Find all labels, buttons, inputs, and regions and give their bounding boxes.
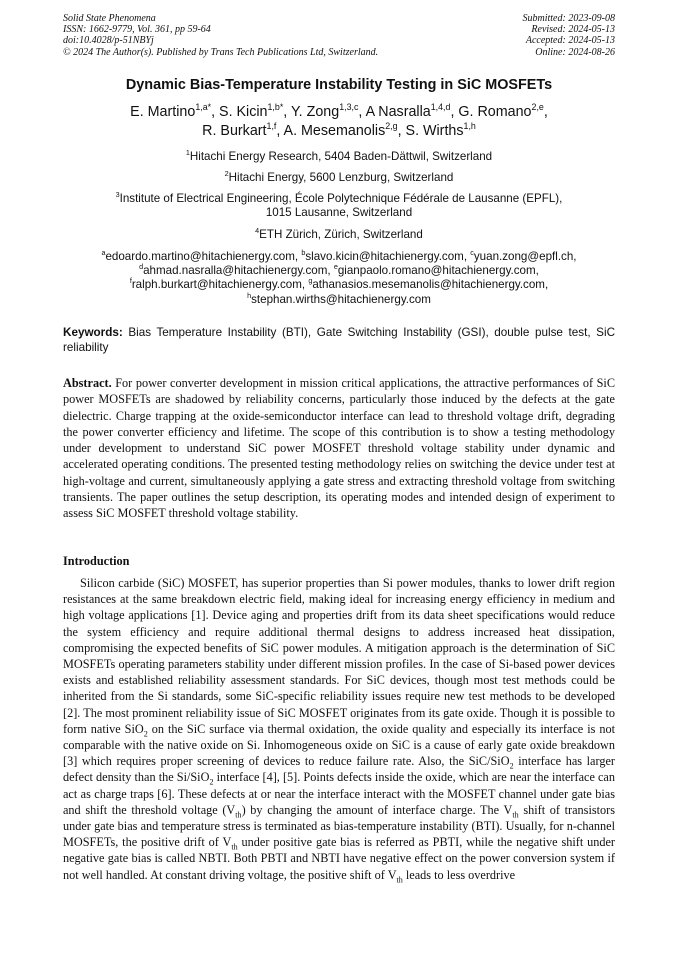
subscript: th (396, 875, 403, 885)
author: G. Romano$^{2,e}$ (458, 102, 544, 120)
email-link[interactable]: $^d$ahmad.nasralla@hitachienergy.com (139, 262, 328, 278)
affiliation-4: $^4$ETH Zürich, Zürich, Switzerland (255, 226, 423, 241)
email-list: $^a$edoardo.martino@hitachienergy.com, $^b$slavo.kicin@hitachienergy.com, $^c$yuan.zong@epfl.ch, $^d$ahmad.nasralla@hitachienergy.com, $^e$gianpaolo.romano@hitachienergy.com, $^f$ralph.burkart@hitachienergy.com, $^g$athanasios.mesemanolis@hitachienergy.com, $^h$stephan.wirths@hitachienergy.com (101, 248, 577, 306)
journal-name: Solid State Phenomena (63, 13, 156, 24)
email-link[interactable]: $^a$edoardo.martino@hitachienergy.com (101, 248, 295, 263)
journal-info (63, 13, 378, 58)
subscript: th (231, 842, 238, 852)
publication-dates (523, 13, 616, 58)
keywords (63, 326, 615, 355)
author-list (0, 103, 678, 141)
abstract-label: Abstract. (63, 376, 112, 390)
email-link[interactable]: $^c$yuan.zong@epfl.ch, (470, 248, 577, 263)
introduction-paragraph: Silicon carbide (SiC) MOSFET, has superior properties than Si power modules, thanks to lower drift region resistances at the same breakdown electric field, making ideal for increasing energy efficiency in medium and high voltage applications [1]. Device aging and properties drift from its data sheet specifications would reduce the system efficiency and require additional thermal designs to address increased heat dissipation, compromising the expected benefits of SiC power modules. A mitigation approach is the determination of SiC MOSFETs operating parameters stability under different mission profiles. In the case of Si-based power devices exists and established reliability assessment standards. For SiC devices, though most test methods could be inherited from the Si standards, some SiC-specific reliability issues require new test methods to be developed [2]. The most prominent reliability issue of SiC MOSFET originates from its gate oxide. Though it is possible to form native SiO$_2$ on the SiC surface via thermal oxidation, the oxide quality and especially its interface is not comparable with the native oxide on Si. Inhomogeneous oxide on SiC is a cause of early gate oxide breakdown [3] which requires proper screening of devices to reduce failure rate. Also, the SiC/SiO$_2$ interface has larger defect density than the Si/SiO$_2$ interface [4], [5]. Points defects inside the oxide, which are near the interface can act as charge traps [6]. These defects at or near the interface interact with the MOSFET channel under gate bias and shift the threshold voltage $(V_{th})$ by changing the amount of interface charge. The $V_{th}$ shift of transistors under gate bias and temperature stress is terminated as bias-temperature instability (BTI). Usually, for n-channel MOSFETs, the positive drift of $V_{th}$ under positive gate bias is referred as PBTI, while the negative shift under negative gate bias is called NBTI. Both PBTI and NBTI have negative effect on the power conversion system if not well handled. At constant driving voltage, the positive shift of $V_{th}$ leads to less overdrive (63, 576, 615, 885)
affiliation-2: $^2$Hitachi Energy, 5600 Lenzburg, Switzerland (224, 169, 454, 184)
paper-title: Dynamic Bias-Temperature Instability Testing in SiC MOSFETs (125, 77, 553, 93)
email-link[interactable]: $^g$athanasios.mesemanolis@hitachienergy.com, (308, 276, 549, 292)
email-link[interactable]: $^e$gianpaolo.romano@hitachienergy.com, (333, 262, 539, 278)
author: E. Martino$^{1,a*}$ (130, 102, 212, 120)
journal-copyright: © 2024 The Author(s). Published by Trans Tech Publications Ltd, Switzerland. (63, 46, 379, 58)
subscript: th (512, 810, 519, 820)
author: A. Mesemanolis$^{2,g}$ (283, 121, 398, 139)
keywords-label: Keywords: (63, 326, 123, 339)
author: S. Kicin$^{1,b*}$ (219, 102, 284, 120)
date-online: Online: 2024-08-26 (535, 46, 615, 58)
date-submitted: Submitted: 2023-09-08 (522, 13, 615, 24)
subscript: th (235, 810, 242, 820)
email-link[interactable]: $^f$ralph.burkart@hitachienergy.com (129, 276, 302, 292)
author: R. Burkart$^{1,f}$ (202, 121, 277, 139)
author-line-2: R. Burkart$^{1,f}$, A. Mesemanolis$^{2,g}$, S. Wirths$^{1,h}$ (202, 121, 476, 139)
journal-doi: doi:10.4028/p-51NBYj (63, 35, 154, 47)
email-link[interactable]: $^b$slavo.kicin@hitachienergy.com (301, 248, 464, 263)
date-revised: Revised: 2024-05-13 (531, 24, 615, 36)
journal-issn: ISSN: 1662-9779, Vol. 361, pp 59-64 (63, 24, 211, 36)
author-line-1: E. Martino$^{1,a*}$, S. Kicin$^{1,b*}$, Y. Zong$^{1,3,c}$, A Nasralla$^{1,4,d}$, G. Romano$^{2,e}$, (130, 102, 548, 120)
affiliation-3: $^3$Institute of Electrical Engineering, École Polytechnique Fédérale de Lausanne (EPFL), 1015 Lausanne, Switzerland (115, 190, 563, 220)
section-heading-introduction: Introduction (63, 554, 130, 568)
keywords-text: Bias Temperature Instability (BTI), Gate Switching Instability (GSI), double pulse test, SiC reliability (63, 326, 616, 354)
subscript: 2 (509, 761, 514, 771)
subscript: 2 (209, 777, 214, 787)
author: A Nasralla$^{1,4,d}$ (365, 102, 451, 120)
affiliation-1: $^1$Hitachi Energy Research, 5404 Baden-Dättwil, Switzerland (185, 148, 493, 163)
author: S. Wirths$^{1,h}$ (405, 121, 476, 139)
author: Y. Zong$^{1,3,c}$ (290, 102, 359, 120)
abstract (63, 375, 615, 522)
email-link[interactable]: $^h$stephan.wirths@hitachienergy.com (247, 290, 431, 306)
subscript: 2 (143, 729, 148, 739)
date-accepted: Accepted: 2024-05-13 (525, 35, 615, 47)
abstract-text: For power converter development in mission critical applications, the attractive performances of SiC power MOSFETs are shadowed by reliability concerns, particularly those induced by the defects at the gate dielectric. Charge trapping at the oxide-semiconductor interface can lead to threshold voltage drift, degrading the power converter efficiency and lifetime. The scope of this contribution is to show a testing methodology under development to understand SiC power MOSFET threshold voltage stability under dynamic and accelerated operating conditions. The presented testing methodology relies on switching the device under test at high-voltage and current, simultaneously applying a gate stress and extracting threshold voltage from switching transients. The paper outlines the setup description, its operating modes and intended design of experiment to assess SiC MOSFET threshold voltage stability. (63, 376, 615, 521)
